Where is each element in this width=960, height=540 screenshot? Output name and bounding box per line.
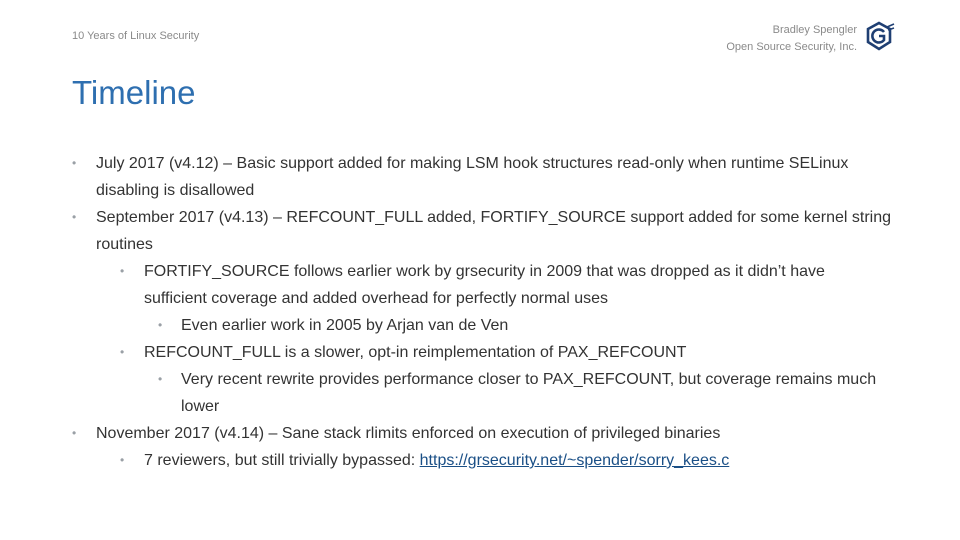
bullet-text: November 2017 (v4.14) – Sane stack rlimits enforced on execution of privileged binaries xyxy=(96,425,721,442)
company-name: Open Source Security, Inc. xyxy=(726,41,857,53)
bullet-dot-icon: • xyxy=(120,264,125,278)
bullet-text: September 2017 (v4.13) – REFCOUNT_FULL added, FORTIFY_SOURCE support added for some kernel string routines xyxy=(96,209,892,253)
bullet-text: FORTIFY_SOURCE follows earlier work by grsecurity in 2009 that was dropped as it didn’t have sufficient coverage and added overhead for perfectly normal uses xyxy=(144,263,825,307)
bullet-dot-icon: • xyxy=(158,372,163,386)
bullet-dot-icon: • xyxy=(120,453,125,467)
bullet-text: 7 reviewers, but still trivially bypassed: xyxy=(144,452,420,469)
author-name: Bradley Spengler xyxy=(772,24,857,36)
bullet-item xyxy=(72,420,892,447)
bullet-item xyxy=(72,447,892,474)
bullet-item xyxy=(72,366,892,420)
bullet-dot-icon: • xyxy=(120,345,125,359)
bullet-item xyxy=(72,312,892,339)
bullet-dot-icon: • xyxy=(72,210,77,224)
sorry-kees-link[interactable]: https://grsecurity.net/~spender/sorry_kees.c xyxy=(419,452,730,469)
header-left-text: 10 Years of Linux Security xyxy=(72,30,200,42)
bullet-text: Very recent rewrite provides performance closer to PAX_REFCOUNT, but coverage remains much lower xyxy=(181,371,877,415)
bullet-text: July 2017 (v4.12) – Basic support added for making LSM hook structures read-only when runtime SELinux disabling is disallowed xyxy=(96,155,849,199)
bullet-text: REFCOUNT_FULL is a slower, opt-in reimplementation of PAX_REFCOUNT xyxy=(144,344,687,361)
bullet-list xyxy=(72,150,892,474)
bullet-dot-icon: • xyxy=(158,318,163,332)
bullet-dot-icon: • xyxy=(72,156,77,170)
grsecurity-logo-icon xyxy=(863,20,895,52)
bullet-item xyxy=(72,339,892,366)
bullet-item xyxy=(72,258,892,312)
header-author-block xyxy=(726,22,857,56)
bullet-text: Even earlier work in 2005 by Arjan van de Ven xyxy=(181,317,509,334)
bullet-dot-icon: • xyxy=(72,426,77,440)
bullet-item xyxy=(72,150,892,204)
slide-title: Timeline xyxy=(72,74,196,111)
bullet-item xyxy=(72,204,892,258)
